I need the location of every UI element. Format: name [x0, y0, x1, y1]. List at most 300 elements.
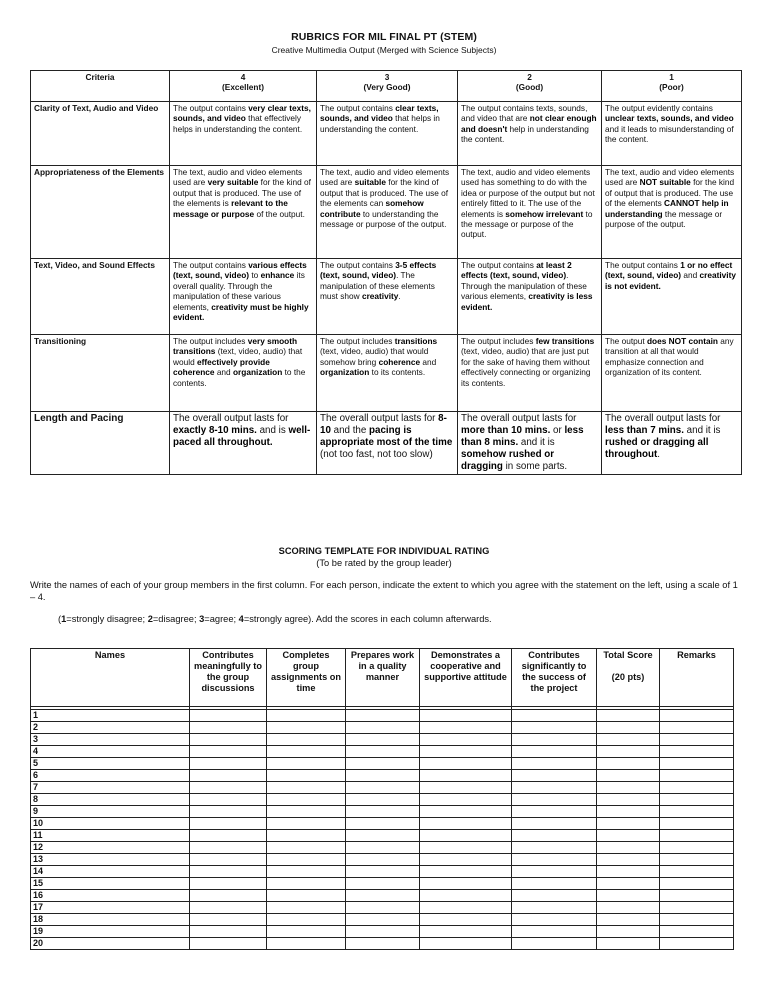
descriptor-text: NOT suitable — [639, 177, 691, 188]
score-cell[interactable] — [420, 770, 512, 782]
score-cell[interactable] — [267, 890, 346, 902]
score-cell[interactable] — [597, 866, 660, 878]
score-cell[interactable] — [597, 782, 660, 794]
score-cell[interactable] — [346, 854, 420, 866]
score-cell[interactable] — [512, 866, 597, 878]
descriptor-text: The output includes — [461, 336, 536, 346]
score-cell[interactable] — [597, 722, 660, 734]
descriptor-text: to understanding the message or purpose of the output. — [320, 208, 447, 230]
score-cell[interactable] — [190, 710, 267, 722]
score-cell[interactable] — [190, 878, 267, 890]
table-row — [31, 782, 734, 794]
score-cell[interactable] — [190, 890, 267, 902]
score-cell[interactable] — [420, 878, 512, 890]
score-cell[interactable] — [267, 878, 346, 890]
score-cell[interactable] — [190, 866, 267, 878]
descriptor-text: not clear enough and doesn't — [461, 113, 597, 134]
table-row — [31, 866, 734, 878]
col-header-quality: Prepares work in a quality manner — [346, 649, 420, 707]
rubric-criteria-cell: Clarity of Text, Audio and Video — [31, 102, 170, 166]
score-cell[interactable] — [190, 842, 267, 854]
score-cell[interactable] — [420, 842, 512, 854]
score-cell[interactable] — [267, 722, 346, 734]
score-cell[interactable] — [267, 746, 346, 758]
score-cell[interactable] — [597, 938, 660, 950]
score-cell[interactable] — [597, 806, 660, 818]
score-cell[interactable] — [267, 734, 346, 746]
document-subtitle: Creative Multimedia Output (Merged with Science Subjects) — [271, 45, 497, 55]
row-number: 11 — [33, 830, 43, 840]
score-cell[interactable] — [267, 914, 346, 926]
row-number: 5 — [33, 758, 39, 768]
score-cell[interactable] — [346, 878, 420, 890]
score-cell[interactable] — [660, 818, 734, 830]
score-cell[interactable] — [597, 878, 660, 890]
descriptor-text: The overall output lasts for — [461, 413, 577, 424]
score-cell[interactable] — [420, 710, 512, 722]
scale-number: 1 — [61, 614, 67, 624]
name-cell[interactable] — [31, 710, 190, 722]
score-cell[interactable] — [420, 794, 512, 806]
rubric-row — [31, 102, 742, 166]
score-cell[interactable] — [660, 830, 734, 842]
score-cell[interactable] — [660, 854, 734, 866]
score-cell[interactable] — [597, 854, 660, 866]
score-cell[interactable] — [267, 866, 346, 878]
descriptor-text: (text, video, audio) that would somehow bring — [320, 346, 429, 367]
descriptor-text: organization — [320, 367, 370, 378]
score-cell[interactable] — [660, 806, 734, 818]
score-cell[interactable] — [512, 710, 597, 722]
name-cell[interactable] — [31, 878, 190, 890]
descriptor-text: and — [420, 356, 437, 367]
score-cell[interactable] — [190, 746, 267, 758]
row-number: 16 — [33, 890, 44, 900]
scale-number: 3 — [199, 614, 205, 624]
score-cell[interactable] — [267, 938, 346, 950]
score-cell[interactable] — [420, 746, 512, 758]
descriptor-text: The text, audio and video elements used has something to do with the idea or purpose of the output but not entirely fitted to it. The use of the elements is — [461, 167, 595, 219]
score-cell[interactable] — [660, 734, 734, 746]
descriptor-text: the message or purpose of the output. — [605, 208, 723, 230]
score-cell[interactable] — [267, 782, 346, 794]
score-cell[interactable] — [267, 818, 346, 830]
descriptor-text: to the message or purpose of the output. — [461, 208, 593, 240]
score-label: 1 — [669, 72, 674, 82]
name-cell[interactable] — [31, 746, 190, 758]
score-cell[interactable] — [267, 926, 346, 938]
row-number: 15 — [33, 878, 44, 888]
name-cell[interactable] — [31, 914, 190, 926]
name-cell[interactable] — [31, 806, 190, 818]
descriptor-text: The output contains — [320, 260, 396, 270]
row-number: 13 — [33, 854, 44, 864]
score-cell[interactable] — [190, 806, 267, 818]
descriptor-text: The output — [605, 336, 647, 346]
descriptor-text: of the output. — [254, 208, 305, 219]
descriptor-text: and — [214, 367, 233, 378]
row-number: 17 — [33, 902, 44, 912]
name-cell[interactable] — [31, 734, 190, 746]
table-row — [31, 890, 734, 902]
descriptor-text: well-paced all throughout. — [173, 425, 311, 448]
score-cell[interactable] — [267, 806, 346, 818]
rubric-header-1 — [602, 71, 742, 102]
scoring-table — [30, 648, 734, 950]
scoring-subtitle: (To be rated by the group leader) — [316, 558, 452, 568]
score-cell[interactable] — [267, 770, 346, 782]
rubric-descriptor-c1 — [602, 259, 742, 335]
score-cell[interactable] — [512, 734, 597, 746]
score-cell[interactable] — [597, 710, 660, 722]
score-label-text: (Very Good) — [363, 82, 411, 93]
score-cell[interactable] — [346, 734, 420, 746]
rubric-descriptor-c1 — [602, 335, 742, 412]
descriptor-text: clear texts, sounds, and video — [320, 103, 439, 124]
score-cell[interactable] — [420, 758, 512, 770]
descriptor-text: very smooth transitions — [173, 336, 298, 357]
rubric-descriptor-c3 — [317, 102, 458, 166]
descriptor-text: help in understanding the content. — [461, 123, 589, 145]
score-cell[interactable] — [512, 842, 597, 854]
descriptor-text: exactly 8-10 mins. — [173, 425, 257, 436]
score-cell[interactable] — [267, 794, 346, 806]
name-cell[interactable] — [31, 722, 190, 734]
score-cell[interactable] — [597, 890, 660, 902]
score-cell[interactable] — [512, 806, 597, 818]
row-number: 8 — [33, 794, 39, 804]
score-label-text: (Poor) — [659, 82, 684, 93]
name-cell[interactable] — [31, 854, 190, 866]
score-cell[interactable] — [512, 926, 597, 938]
score-cell[interactable] — [660, 902, 734, 914]
descriptor-text: CANNOT help in understanding — [605, 198, 729, 219]
score-cell[interactable] — [597, 746, 660, 758]
score-cell[interactable] — [420, 926, 512, 938]
score-cell[interactable] — [512, 878, 597, 890]
score-cell[interactable] — [346, 746, 420, 758]
score-cell[interactable] — [597, 770, 660, 782]
row-number: 6 — [33, 770, 39, 780]
score-cell[interactable] — [267, 854, 346, 866]
name-cell[interactable] — [31, 842, 190, 854]
descriptor-text: (text, video, audio) that would — [173, 346, 303, 367]
score-cell[interactable] — [420, 806, 512, 818]
name-cell[interactable] — [31, 782, 190, 794]
descriptor-text: and is — [256, 425, 289, 436]
table-row — [31, 734, 734, 746]
scale-text: =disagree; — [152, 614, 200, 624]
name-cell[interactable] — [31, 866, 190, 878]
name-cell[interactable] — [31, 758, 190, 770]
score-cell[interactable] — [597, 794, 660, 806]
score-cell[interactable] — [512, 890, 597, 902]
name-cell[interactable] — [31, 830, 190, 842]
score-cell[interactable] — [190, 914, 267, 926]
score-cell[interactable] — [267, 830, 346, 842]
descriptor-text: to its contents. — [369, 367, 426, 378]
row-number: 9 — [33, 806, 39, 816]
score-cell[interactable] — [190, 938, 267, 950]
score-cell[interactable] — [512, 794, 597, 806]
name-cell[interactable] — [31, 938, 190, 950]
rubric-descriptor-c4 — [170, 335, 317, 412]
score-cell[interactable] — [190, 734, 267, 746]
scoring-scale — [58, 614, 748, 624]
document-title: RUBRICS FOR MIL FINAL PT (STEM) — [291, 31, 477, 43]
row-number: 19 — [33, 926, 44, 936]
rubric-descriptor-c1 — [602, 412, 742, 475]
descriptor-text: The text, audio and video elements used are — [605, 167, 735, 188]
table-row — [31, 842, 734, 854]
table-row — [31, 794, 734, 806]
col-header-discussions: Contributes meaningfully to the group discussions — [190, 649, 267, 707]
descriptor-text: somehow contribute — [320, 198, 424, 219]
descriptor-text: to — [249, 270, 261, 281]
descriptor-text: for the kind of output that is produced. The use of the elements can — [320, 177, 449, 209]
score-cell[interactable] — [190, 902, 267, 914]
rubric-header-4 — [170, 71, 317, 102]
score-cell[interactable] — [420, 914, 512, 926]
score-cell[interactable] — [660, 878, 734, 890]
score-cell[interactable] — [346, 890, 420, 902]
score-cell[interactable] — [660, 890, 734, 902]
descriptor-text: The output contains — [461, 260, 537, 270]
row-number: 7 — [33, 782, 39, 792]
name-cell[interactable] — [31, 890, 190, 902]
table-row — [31, 878, 734, 890]
descriptor-text: The output includes — [320, 336, 395, 346]
descriptor-text: (not too fast, not too slow) — [320, 449, 433, 460]
score-cell[interactable] — [346, 842, 420, 854]
row-number: 1 — [33, 710, 39, 720]
descriptor-text: less than 8 mins. — [461, 425, 584, 448]
descriptor-text: relevant to the message or purpose — [173, 198, 288, 219]
descriptor-text: . Through the manipulation of these various elements, — [461, 270, 587, 302]
col-header-assignments: Completes group assignments on time — [267, 649, 346, 707]
score-cell[interactable] — [512, 782, 597, 794]
score-cell[interactable] — [512, 818, 597, 830]
descriptor-text: creativity — [361, 291, 399, 302]
score-cell[interactable] — [512, 854, 597, 866]
rubric-descriptor-c2 — [458, 412, 602, 475]
descriptor-text: The output contains — [173, 260, 249, 270]
score-cell[interactable] — [512, 746, 597, 758]
col-header-success: Contributes significantly to the success of the project — [512, 649, 597, 707]
score-cell[interactable] — [597, 830, 660, 842]
score-cell[interactable] — [420, 830, 512, 842]
score-cell[interactable] — [190, 758, 267, 770]
score-cell[interactable] — [420, 722, 512, 734]
score-cell[interactable] — [346, 770, 420, 782]
table-row — [31, 806, 734, 818]
scoring-instructions: Write the names of each of your group members in the first column. For each person, indicate the extent to which you agree with the statement on the left, using a scale of 1 – 4. — [30, 580, 738, 602]
score-cell[interactable] — [190, 770, 267, 782]
score-cell[interactable] — [597, 902, 660, 914]
rubric-criteria-cell: Appropriateness of the Elements — [31, 166, 170, 259]
score-cell[interactable] — [420, 890, 512, 902]
descriptor-text: any transition at all that would emphasize connection and organization of its content. — [605, 336, 734, 378]
score-cell[interactable] — [420, 818, 512, 830]
score-cell[interactable] — [660, 842, 734, 854]
score-cell[interactable] — [597, 842, 660, 854]
score-cell[interactable] — [660, 794, 734, 806]
scale-text: =agree; — [204, 614, 239, 624]
descriptor-text: organization — [232, 367, 283, 378]
row-number: 18 — [33, 914, 44, 924]
rubric-criteria-cell: Length and Pacing — [31, 412, 170, 475]
score-cell[interactable] — [346, 938, 420, 950]
score-cell[interactable] — [420, 854, 512, 866]
descriptor-text: its overall quality. Through the manipulation of these various elements, — [173, 270, 305, 312]
name-cell[interactable] — [31, 770, 190, 782]
table-row — [31, 818, 734, 830]
score-cell[interactable] — [660, 782, 734, 794]
score-cell[interactable] — [346, 794, 420, 806]
score-cell[interactable] — [420, 902, 512, 914]
descriptor-text: coherence — [378, 356, 421, 367]
score-label: 3 — [384, 72, 390, 82]
score-cell[interactable] — [346, 914, 420, 926]
score-cell[interactable] — [512, 902, 597, 914]
table-row — [31, 830, 734, 842]
descriptor-text: and it leads to misunderstanding of the content. — [605, 123, 734, 145]
row-number: 12 — [33, 842, 44, 852]
score-cell[interactable] — [346, 782, 420, 794]
score-cell[interactable] — [512, 914, 597, 926]
score-cell[interactable] — [512, 758, 597, 770]
descriptor-text: . The manipulation of these elements must show — [320, 270, 435, 302]
score-cell[interactable] — [597, 758, 660, 770]
score-cell[interactable] — [346, 758, 420, 770]
score-cell[interactable] — [660, 758, 734, 770]
name-cell[interactable] — [31, 902, 190, 914]
descriptor-text: and it is — [518, 437, 555, 448]
score-cell[interactable] — [597, 914, 660, 926]
descriptor-text: and — [681, 270, 700, 281]
score-cell[interactable] — [190, 830, 267, 842]
descriptor-text: 3-5 effects (text, sound, video) — [320, 260, 437, 281]
score-cell[interactable] — [512, 938, 597, 950]
descriptor-text: The output includes — [173, 336, 248, 346]
row-number: 3 — [33, 734, 39, 744]
score-cell[interactable] — [660, 938, 734, 950]
descriptor-text: unclear texts, sounds, and video — [605, 113, 734, 124]
score-label: 2 — [527, 72, 532, 82]
descriptor-text: that helps in understanding the content. — [320, 113, 440, 134]
rubric-descriptor-c2 — [458, 102, 602, 166]
score-cell[interactable] — [660, 866, 734, 878]
descriptor-text: in some parts. — [502, 461, 568, 472]
total-points-label: (20 pts) — [611, 672, 645, 682]
table-row — [31, 746, 734, 758]
rubric-header-row — [31, 71, 742, 102]
rubric-body — [31, 102, 742, 475]
score-cell[interactable] — [346, 866, 420, 878]
score-cell[interactable] — [597, 818, 660, 830]
score-cell[interactable] — [267, 758, 346, 770]
descriptor-text: The overall output lasts for — [173, 413, 289, 424]
score-cell[interactable] — [512, 770, 597, 782]
name-cell[interactable] — [31, 818, 190, 830]
descriptor-text: creativity is less evident. — [461, 291, 593, 312]
score-cell[interactable] — [190, 854, 267, 866]
rubric-descriptor-c2 — [458, 166, 602, 259]
name-cell[interactable] — [31, 926, 190, 938]
score-cell[interactable] — [660, 770, 734, 782]
score-cell[interactable] — [346, 818, 420, 830]
score-cell[interactable] — [346, 722, 420, 734]
descriptor-text: The text, audio and video elements used are — [320, 167, 450, 188]
score-cell[interactable] — [190, 782, 267, 794]
score-cell[interactable] — [660, 914, 734, 926]
score-cell[interactable] — [346, 926, 420, 938]
score-cell[interactable] — [597, 734, 660, 746]
descriptor-text: that effectively helps in understanding the content. — [173, 113, 303, 134]
row-number: 10 — [33, 818, 44, 828]
descriptor-text: The overall output lasts for — [320, 413, 439, 424]
score-cell[interactable] — [512, 830, 597, 842]
score-cell[interactable] — [346, 902, 420, 914]
score-cell[interactable] — [346, 710, 420, 722]
score-cell[interactable] — [267, 842, 346, 854]
score-cell[interactable] — [420, 938, 512, 950]
rubric-header-2 — [458, 71, 602, 102]
rubric-descriptor-c4 — [170, 166, 317, 259]
name-cell[interactable] — [31, 794, 190, 806]
descriptor-text: 1 or no effect (text, sound, video) — [605, 260, 733, 281]
score-cell[interactable] — [346, 806, 420, 818]
rubric-row — [31, 412, 742, 475]
score-cell[interactable] — [660, 710, 734, 722]
score-cell[interactable] — [346, 830, 420, 842]
score-cell[interactable] — [267, 902, 346, 914]
descriptor-text: very suitable — [207, 177, 259, 188]
descriptor-text: various effects (text, sound, video) — [173, 260, 307, 281]
rubric-row — [31, 259, 742, 335]
rubric-descriptor-c2 — [458, 335, 602, 412]
score-cell[interactable] — [190, 818, 267, 830]
score-cell[interactable] — [660, 746, 734, 758]
row-number: 20 — [33, 938, 44, 948]
score-cell[interactable] — [660, 926, 734, 938]
score-cell[interactable] — [420, 782, 512, 794]
score-cell[interactable] — [660, 722, 734, 734]
row-number: 4 — [33, 746, 39, 756]
scoring-body — [31, 707, 734, 950]
descriptor-text: enhance — [260, 270, 295, 281]
table-row — [31, 770, 734, 782]
rubric-descriptor-c1 — [602, 166, 742, 259]
scoring-title: SCORING TEMPLATE FOR INDIVIDUAL RATING — [278, 546, 490, 556]
score-cell[interactable] — [597, 926, 660, 938]
rubric-row — [31, 335, 742, 412]
descriptor-text: transitions — [394, 336, 438, 346]
rubric-header-criteria — [31, 71, 170, 102]
col-header-names: Names — [31, 649, 190, 707]
score-cell[interactable] — [420, 866, 512, 878]
score-cell[interactable] — [420, 734, 512, 746]
descriptor-text: creativity must be highly evident. — [173, 301, 309, 323]
score-cell[interactable] — [190, 794, 267, 806]
score-cell[interactable] — [190, 926, 267, 938]
descriptor-text: . — [657, 449, 660, 460]
score-cell[interactable] — [512, 722, 597, 734]
descriptor-text: somehow irrelevant — [505, 208, 584, 219]
score-cell[interactable] — [267, 710, 346, 722]
score-cell[interactable] — [190, 722, 267, 734]
score-label-text: (Good) — [515, 82, 544, 93]
